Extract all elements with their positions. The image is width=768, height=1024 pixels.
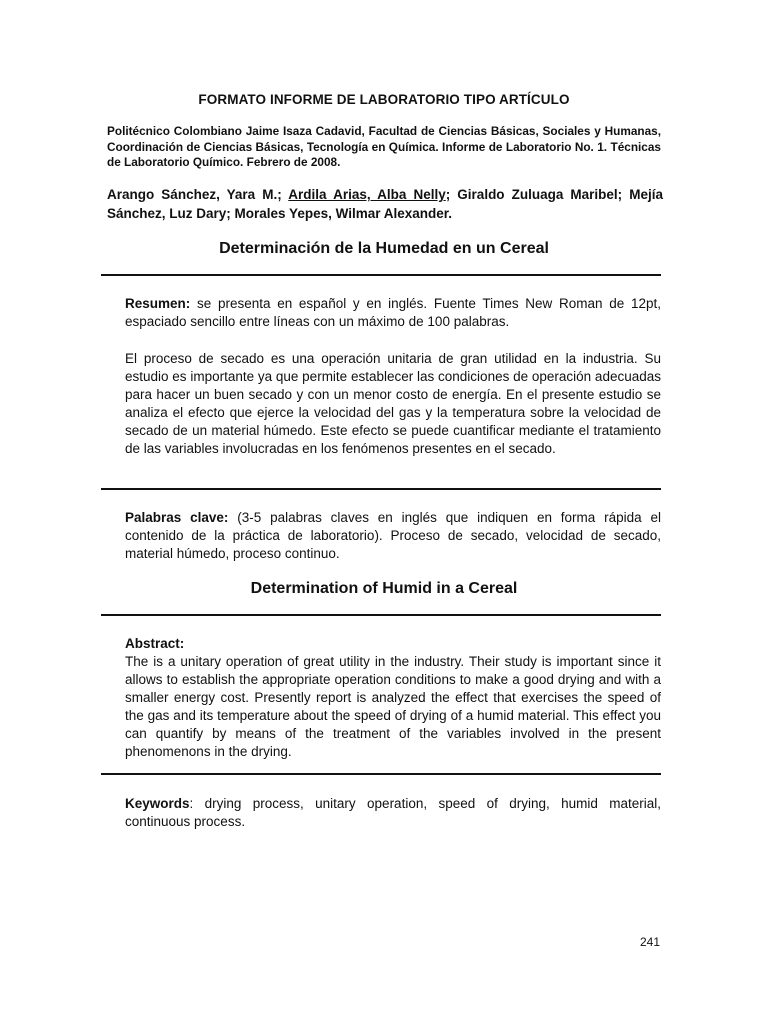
authors-line [107,186,663,223]
divider-1 [101,274,661,276]
document-title: FORMATO INFORME DE LABORATORIO TIPO ARTÍCULO [198,92,570,107]
resumen-text: se presenta en español y en inglés. Fuente Times New Roman de 12pt, espaciado sencillo entre líneas con un máximo de 100 palabras. [125,296,661,329]
resumen-label: Resumen: [125,296,191,311]
english-heading: Determination of Humid in a Cereal [250,580,518,597]
spanish-body-paragraph: El proceso de secado es una operación unitaria de gran utilidad en la industria. Su estudio es importante ya que permite establecer las condiciones de operación adecuadas para hacer un buen secado y con un menor costo de energía. En el presente estudio se analiza el efecto que ejerce la velocidad del gas y la temperatura sobre la velocidad de secado de un material húmedo. Este efecto se puede cuantificar mediante el tratamiento de las variables involucradas en los fenómenos presentes en el secado. [125,351,661,456]
abstract-text: The is a unitary operation of great utility in the industry. Their study is important since it allows to establish the appropriate operation conditions to make a good drying and with a smaller energy cost. Presently report is analyzed the effect that exercises the speed of the gas and its temperature about the speed of drying of a humid material. This effect you can quantify by means of the treatment of the variables involved in the present phenomenons in the drying. [125,654,661,759]
spanish-heading: Determinación de la Humedad en un Cereal [219,240,549,257]
palabras-clave-label: Palabras clave: [125,510,229,525]
authors-after: ; Giraldo Zuluaga Maribel; Mejía Sánchez, Luz Dary; Morales Yepes, Wilmar Alexander. [107,187,663,221]
authors-before: Arango Sánchez, Yara M.; [107,187,289,202]
palabras-clave-paragraph [125,509,661,563]
divider-4 [101,773,661,775]
keywords-text: : drying process, unitary operation, speed of drying, humid material, continuous process. [125,796,661,829]
abstract-label: Abstract: [125,636,185,651]
divider-3 [101,614,661,616]
keywords-paragraph [125,795,661,831]
abstract-paragraph [125,635,661,761]
authors-underlined: Ardila Arias, Alba Nelly [288,187,446,202]
page-number: 241 [639,935,660,949]
affiliation-text: Politécnico Colombiano Jaime Isaza Cadavid, Facultad de Ciencias Básicas, Sociales y Humanas, Coordinación de Ciencias Básicas, Tecnología en Química. Informe de Laboratorio No. 1. Técnicas de Laboratorio Químico. Febrero de 2008. [107,124,661,169]
keywords-label: Keywords [125,796,190,811]
palabras-clave-text: (3-5 palabras claves en inglés que indiquen en forma rápida el contenido de la práctica de laboratorio). Proceso de secado, velocidad de secado, material húmedo, proceso continuo. [125,510,661,561]
resumen-paragraph [125,295,661,331]
divider-2 [101,488,661,490]
